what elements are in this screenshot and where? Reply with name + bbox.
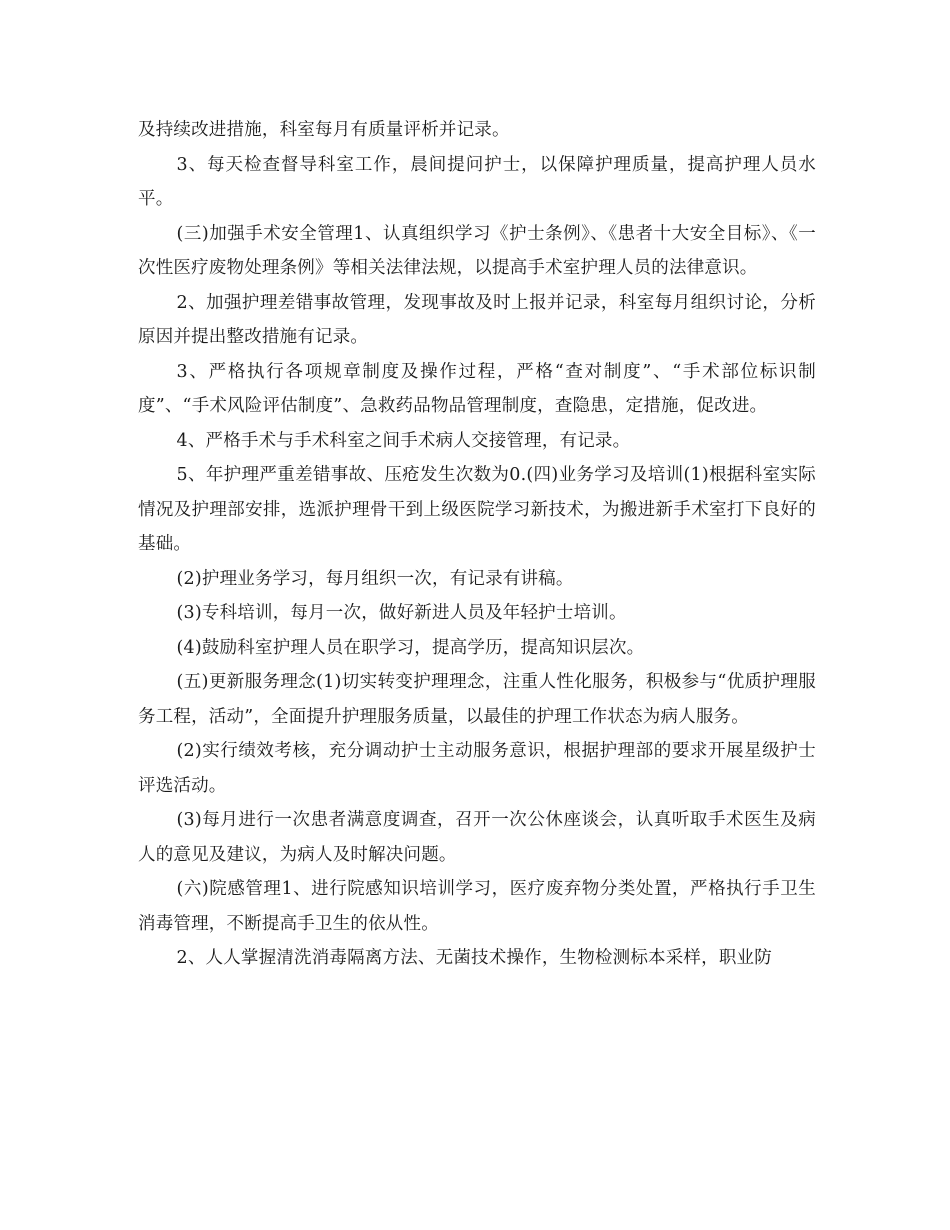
paragraph: 2、加强护理差错事故管理，发现事故及时上报并记录，科室每月组织讨论，分析原因并提出整改措施有记录。 [138,292,816,347]
paragraph: 3、严格执行各项规章制度及操作过程，严格“查对制度”、“手术部位标识制度”、“手术风险评估制度”、急救药品物品管理制度，查隐患，定措施，促改进。 [138,361,816,416]
paragraph-continued: 及持续改进措施，科室每月有质量评析并记录。 [138,120,510,140]
paragraph: (三)加强手术安全管理1、认真组织学习《护士条例》、《患者十大安全目标》、《一次性医疗废物处理条例》等相关法律法规，以提高手术室护理人员的法律意识。 [138,223,816,278]
paragraph: (六)院感管理1、进行院感知识培训学习，医疗废弃物分类处置，严格执行手卫生消毒管理，不断提高手卫生的依从性。 [138,879,816,934]
paragraph: 4、严格手术与手术科室之间手术病人交接管理，有记录。 [176,430,631,451]
paragraph: 5、年护理严重差错事故、压疮发生次数为0.(四)业务学习及培训(1)根据科室实际情况及护理部安排，选派护理骨干到上级医院学习新技术，为搬进新手术室打下良好的基础。 [138,465,816,554]
paragraph: 2、人人掌握清洗消毒隔离方法、无菌技术操作，生物检测标本采样，职业防 [176,948,772,968]
paragraph: (2)实行绩效考核，充分调动护士主动服务意识，根据护理部的要求开展星级护士评选活动。 [138,741,816,796]
document-body [138,113,816,976]
paragraph: 3、每天检查督导科室工作，晨间提问护士，以保障护理质量，提高护理人员水平。 [138,154,816,209]
paragraph: (3)每月进行一次患者满意度调查，召开一次公休座谈会，认真听取手术医生及病人的意见及建议，为病人及时解决问题。 [138,810,816,865]
paragraph: (五)更新服务理念(1)切实转变护理理念，注重人性化服务，积极参与“优质护理服务工程，活动”，全面提升护理服务质量，以最佳的护理工作状态为病人服务。 [138,672,817,727]
paragraph: (4)鼓励科室护理人员在职学习，提高学历，提高知识层次。 [176,637,645,658]
paragraph: (3)专科培训，每月一次，做好新进人员及年轻护士培训。 [176,603,627,623]
paragraph: (2)护理业务学习，每月组织一次，有记录有讲稿。 [176,568,574,589]
